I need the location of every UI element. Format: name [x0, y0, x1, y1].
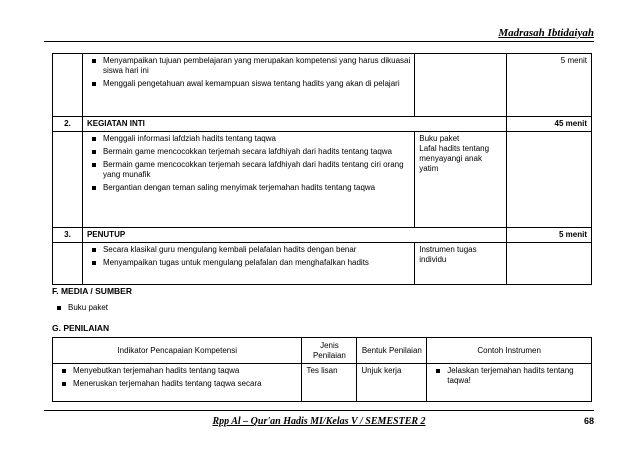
footer-text: Rpp Al – Qur'an Hadis MI/Kelas V / SEMESTER 2: [212, 416, 426, 427]
schedule-table: [52, 53, 592, 285]
penilaian-heading: G. PENILAIAN: [52, 323, 110, 333]
media-text: Lafal hadits tentang menyayangi anak yatim: [419, 144, 490, 173]
media-heading: F. MEDIA / SUMBER: [52, 286, 132, 296]
column-header: Indikator Pencapaian Kompetensi: [53, 338, 302, 364]
intro-activities: [82, 54, 414, 117]
list-item: Menyampaikan tugas untuk mengulang pelafalan dan menghafalkan hadits: [87, 258, 410, 268]
list-item: Menyebutkan terjemahan hadits tentang taqwa: [57, 366, 297, 376]
contoh-cell: [427, 364, 592, 402]
table-row: [53, 228, 592, 243]
table-row: [53, 117, 592, 132]
table-row: [53, 132, 592, 228]
list-item: Menggali informasi lafdziah hadits tentang taqwa: [87, 134, 410, 144]
jenis-cell: Tes lisan: [302, 364, 357, 402]
table-row: [53, 364, 592, 402]
table-row: [53, 243, 592, 285]
list-item: Bergantian dengan teman saling menyimak terjemahan hadits tentang taqwa: [87, 183, 410, 193]
list-item: Jelaskan terjemahan hadits tentang taqwa!: [431, 366, 587, 386]
column-header: Jenis Penilaian: [302, 338, 357, 364]
section-title: KEGIATAN INTI: [82, 117, 506, 132]
header-rule: [44, 41, 594, 42]
column-header: Contoh Instrumen: [427, 338, 592, 364]
list-item: Bermain game mencocokkan terjemah secara lafdhiyah dari hadits tentang taqwa: [87, 147, 410, 157]
list-item: Bermain game mencocokkan terjemah secara lafdhiyah dari hadits tentang ciri orang yang munafik: [87, 160, 410, 180]
table-row: [53, 54, 592, 117]
inti-activities: [82, 132, 414, 228]
bentuk-cell: Unjuk kerja: [357, 364, 427, 402]
penutup-activities: [82, 243, 414, 285]
section-time: 5 menit: [507, 228, 592, 243]
intro-media: [415, 54, 507, 117]
penilaian-table: [52, 337, 592, 402]
table-header-row: [53, 338, 592, 364]
media-text: Buku paket: [419, 134, 460, 143]
list-item: Buku paket: [52, 303, 108, 312]
list-item: Meneruskan terjemahan hadits tentang taqwa secara: [57, 379, 297, 389]
media-list: [52, 303, 108, 312]
list-item: Menggali pengetahuan awal kemampuan siswa tentang hadits yang akan di pelajari: [87, 79, 410, 89]
indikator-cell: [53, 364, 302, 402]
footer-rule: [44, 410, 594, 411]
row-number: 2.: [53, 117, 83, 132]
header-title: Madrasah Ibtidaiyah: [498, 27, 594, 39]
penutup-time-cell: [507, 243, 592, 285]
section-time: 45 menit: [507, 117, 592, 132]
list-item: Menyampaikan tujuan pembelajaran yang merupakan kompetensi yang harus dikuasai siswa hari ini: [87, 56, 410, 76]
penutup-media: Instrumen tugas individu: [415, 243, 507, 285]
intro-time: 5 menit: [507, 54, 592, 117]
row-number: 3.: [53, 228, 83, 243]
row-number: [53, 132, 83, 228]
section-title: PENUTUP: [82, 228, 506, 243]
page-number: 68: [583, 416, 594, 426]
inti-time-cell: [507, 132, 592, 228]
row-number: [53, 243, 83, 285]
list-item: Secara klasikal guru mengulang kembali pelafalan hadits dengan benar: [87, 245, 410, 255]
row-number: [53, 54, 83, 117]
column-header: Bentuk Penilaian: [357, 338, 427, 364]
inti-media: [415, 132, 507, 228]
